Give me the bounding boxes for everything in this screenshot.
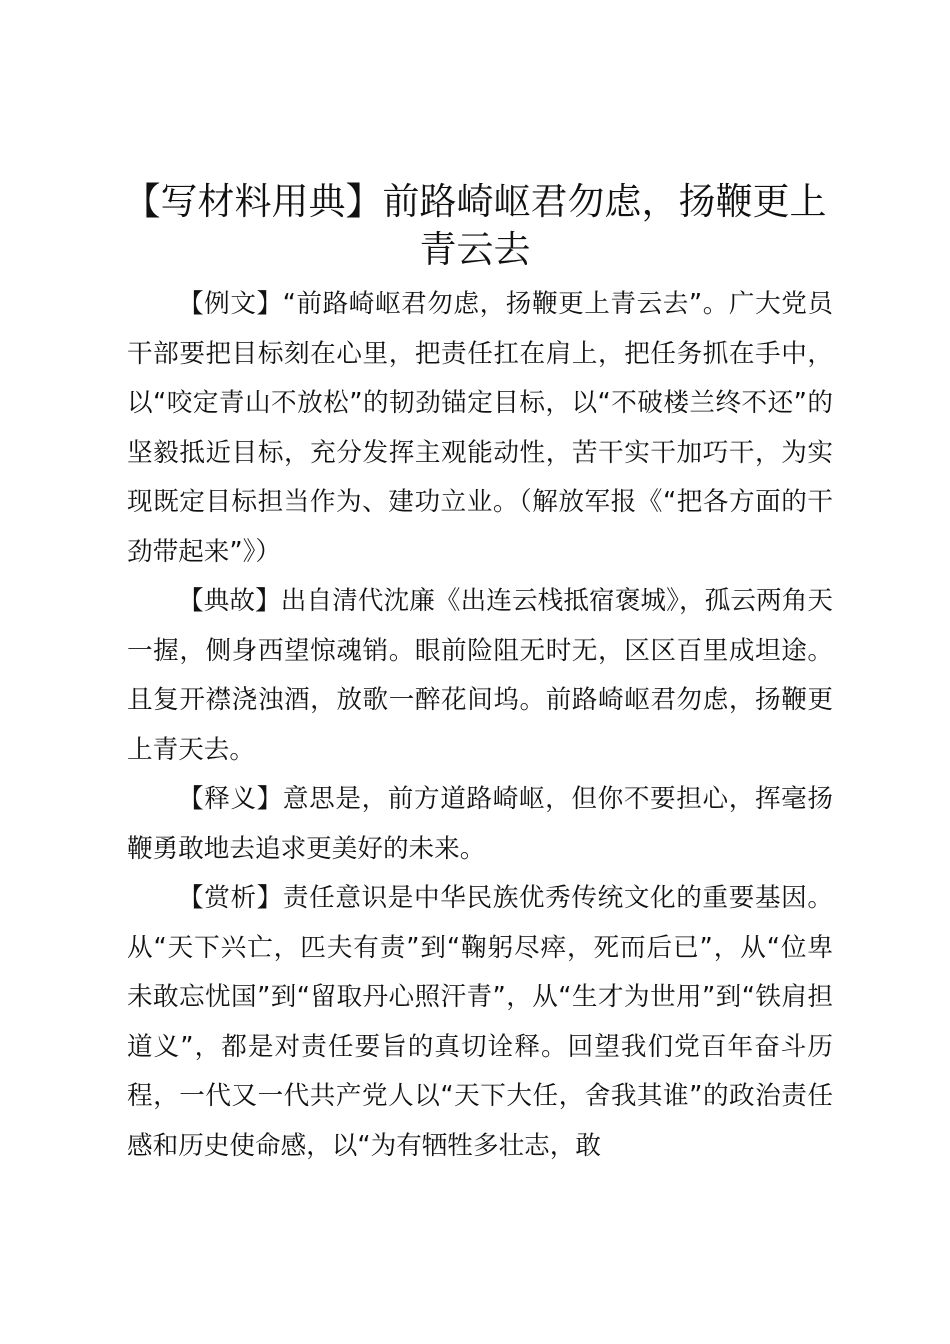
paragraph-example: 【例文】“前路崎岖君勿虑，扬鞭更上青云去”。广大党员干部要把目标刻在心里，把责任扛在肩上，把任务抓在手中，以“咬定青山不放松”的韧劲锚定目标，以“不破楼兰终不还”的坚毅抵近目标，充分发挥主观能动性，苦干实干加巧干，为实现既定目标担当作为、建功立业。（解放军报《“把各方面的干劲带起来”》） [127, 289, 833, 567]
document-title: 【写材料用典】前路崎岖君勿虑，扬鞭更上青云去 [123, 180, 827, 271]
paragraph-appreciation: 【赏析】责任意识是中华民族优秀传统文化的重要基因。从“天下兴亡，匹夫有责”到“鞠躬尽瘁，死而后已”，从“位卑未敢忘忧国”到“留取丹心照汗青”，从“生才为世用”到“铁肩担道义”，都是对责任要旨的真切诠释。回望我们党百年奋斗历程，一代又一代共产党人以“天下大任，舍我其谁”的政治责任感和历史使命感，以“为有牺牲多壮志，敢 [127, 883, 833, 1161]
paragraph-allusion: 【典故】出自清代沈廉《出连云栈抵宿褒城》，孤云两角天一握，侧身西望惊魂销。眼前险阻无时无，区区百里成坦途。且复开襟浇浊酒，放歌一醉花间坞。前路崎岖君勿虑，扬鞭更上青天去。 [127, 586, 833, 765]
document-body [127, 280, 833, 1171]
paragraph-meaning: 【释义】意思是，前方道路崎岖，但你不要担心，挥毫扬鞭勇敢地去追求更美好的未来。 [127, 784, 833, 864]
